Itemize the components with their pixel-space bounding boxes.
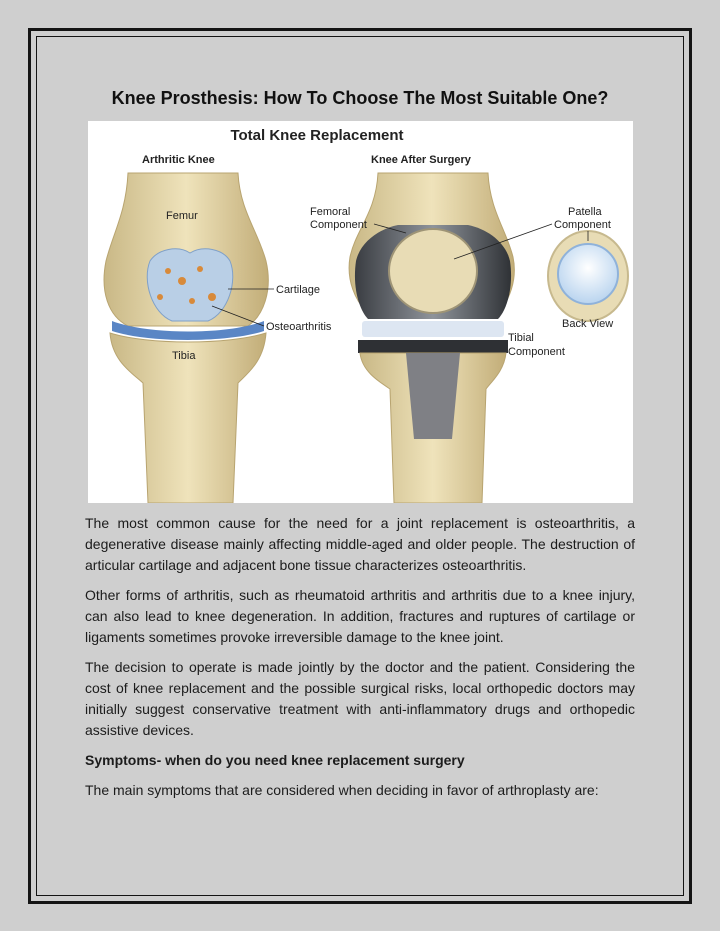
knee-after-surgery-heading: Knee After Surgery <box>371 154 471 166</box>
tibia-label: Tibia <box>172 350 196 362</box>
figure-title: Total Knee Replacement <box>230 127 404 144</box>
plastic-spacer <box>362 321 504 337</box>
osteoarthritis-label: Osteoarthritis <box>266 321 332 333</box>
knee-illustration <box>88 121 633 503</box>
paragraph-3: The decision to operate is made jointly by the doctor and the patient. Considering the cost of knee replacement and the possible surgical risks, local orthopedic doctors may initially suggest conservative treatment with anti-inflammatory drugs and orthopedic assistive devices. <box>85 659 635 738</box>
femur-label: Femur <box>166 210 198 222</box>
damaged-cartilage <box>147 249 233 321</box>
tibial-component-label-2: Component <box>508 346 565 358</box>
cartilage-label: Cartilage <box>276 284 321 296</box>
knee-replacement-figure <box>88 121 633 503</box>
patella-prosthesis <box>389 229 477 313</box>
closing-paragraph: The main symptoms that are considered when deciding in favor of arthroplasty are: <box>85 782 599 798</box>
back-view-label: Back View <box>562 318 614 330</box>
section-heading: Symptoms- when do you need knee replacement surgery <box>85 752 465 768</box>
article-body <box>85 513 635 810</box>
page-title: Knee Prosthesis: How To Choose The Most Suitable One? <box>111 88 609 108</box>
patella-component-label-1: Patella <box>568 206 602 218</box>
tibial-stem <box>406 353 460 439</box>
femoral-component-label-1: Femoral <box>310 206 351 218</box>
tibial-component-label-1: Tibial <box>508 332 534 344</box>
femoral-component-label-2: Component <box>310 219 367 231</box>
tibial-tray <box>358 340 508 353</box>
paragraph-2: Other forms of arthritis, such as rheumatoid arthritis and arthritis due to a knee injury, can also lead to knee degeneration. In addition, fractures and ruptures of cartilage or ligaments sometimes provoke irreversible damage to the knee joint. <box>85 587 635 645</box>
patella-back-view-button <box>558 244 618 304</box>
arthritic-knee-heading: Arthritic Knee <box>142 154 215 166</box>
paragraph-1: The most common cause for the need for a joint replacement is osteoarthritis, a degenerative disease mainly affecting middle-aged and older people. The destruction of articular cartilage and adjacent bone tissue characterizes osteoarthritis. <box>85 515 635 573</box>
patella-component-label-2: Component <box>554 219 611 231</box>
